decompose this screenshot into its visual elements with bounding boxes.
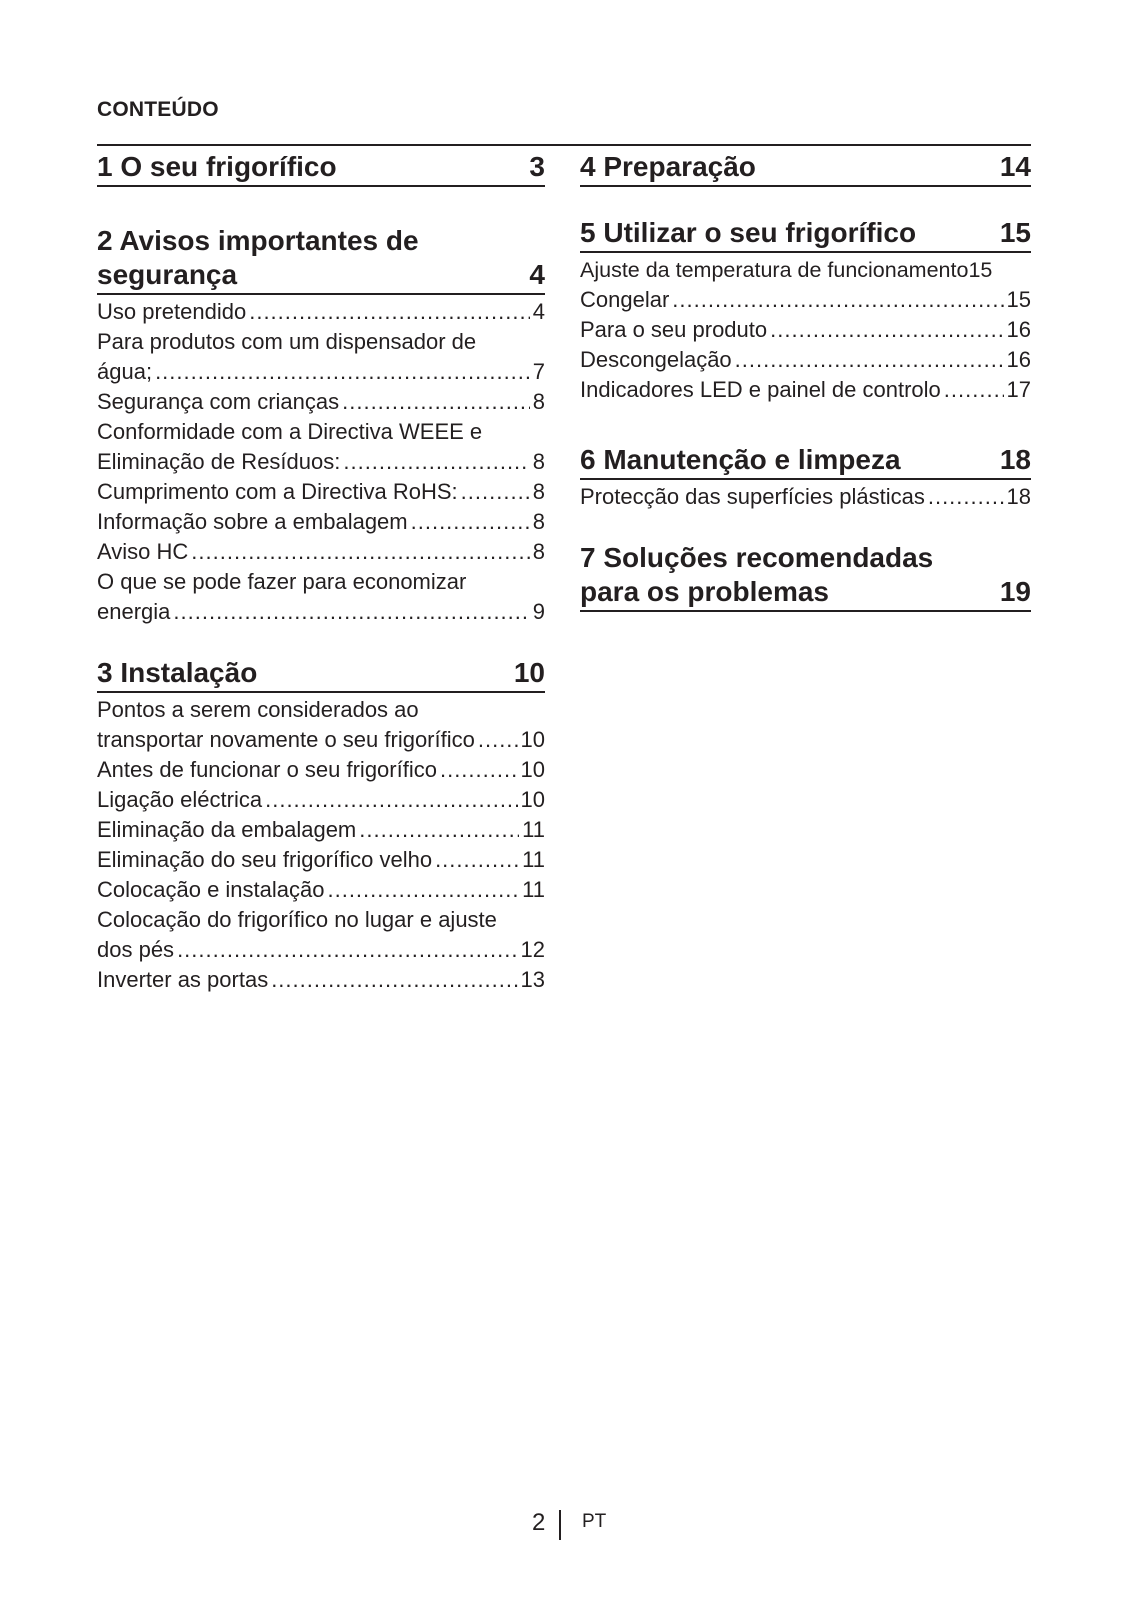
entry-page: 10 bbox=[520, 757, 545, 782]
entry-title: Indicadores LED e painel de controlo bbox=[580, 377, 941, 402]
entry-title: Colocação e instalação bbox=[97, 877, 325, 902]
section-page: 10 bbox=[513, 657, 545, 688]
entry-title: dos pés bbox=[97, 937, 175, 962]
entry-page: 8 bbox=[532, 539, 545, 564]
section-heading[interactable] bbox=[97, 656, 545, 693]
entry-list bbox=[580, 255, 1031, 405]
toc-entry[interactable] bbox=[97, 785, 545, 815]
entry-page: 7 bbox=[532, 359, 545, 384]
dot-leader bbox=[461, 477, 530, 507]
toc-section-6 bbox=[580, 443, 1031, 541]
section-heading[interactable] bbox=[580, 541, 1031, 612]
section-title: para os problemas bbox=[580, 576, 829, 607]
entry-title: Eliminação da embalagem bbox=[97, 817, 357, 842]
entry-title-line1: O que se pode fazer para economizar bbox=[97, 569, 467, 594]
section-title: 3 Instalação bbox=[97, 657, 258, 688]
entry-page: 13 bbox=[520, 967, 545, 992]
toc-entry[interactable] bbox=[97, 297, 545, 327]
entry-page: 4 bbox=[532, 299, 545, 324]
entry-list bbox=[97, 695, 545, 995]
section-heading[interactable] bbox=[580, 150, 1031, 187]
entry-page: 12 bbox=[520, 937, 545, 962]
dot-leader bbox=[440, 755, 518, 785]
entry-title: Ligação eléctrica bbox=[97, 787, 263, 812]
entry-page: 17 bbox=[1006, 377, 1031, 402]
section-page: 19 bbox=[999, 576, 1031, 607]
dot-leader bbox=[435, 845, 519, 875]
toc-right-column bbox=[580, 150, 1031, 612]
section-heading[interactable] bbox=[580, 443, 1031, 480]
toc-entry[interactable] bbox=[580, 375, 1031, 405]
dot-leader bbox=[265, 785, 517, 815]
section-title-line1: 7 Soluções recomendadas bbox=[580, 542, 934, 573]
entry-page: 10 bbox=[520, 727, 545, 752]
toc-section-1 bbox=[97, 150, 545, 224]
entry-list bbox=[97, 297, 545, 627]
dot-leader bbox=[359, 815, 519, 845]
toc-entry[interactable] bbox=[97, 815, 545, 845]
entry-title-line1: Conformidade com a Directiva WEEE e bbox=[97, 419, 483, 444]
dot-leader bbox=[342, 387, 530, 417]
dot-leader bbox=[478, 725, 518, 755]
entry-page: 16 bbox=[1006, 347, 1031, 372]
entry-page: 15 bbox=[1006, 287, 1031, 312]
toc-entry[interactable] bbox=[580, 345, 1031, 375]
dot-leader bbox=[928, 482, 1004, 512]
dot-leader bbox=[249, 297, 530, 327]
toc-entry[interactable] bbox=[580, 255, 1031, 285]
toc-entry[interactable] bbox=[580, 285, 1031, 315]
entry-title: Aviso HC bbox=[97, 539, 189, 564]
entry-page: 18 bbox=[1006, 484, 1031, 509]
dot-leader bbox=[944, 375, 1004, 405]
toc-section-7 bbox=[580, 541, 1031, 612]
entry-page: 9 bbox=[532, 599, 545, 624]
top-divider bbox=[97, 144, 1031, 146]
section-heading[interactable] bbox=[580, 216, 1031, 253]
entry-title: Segurança com crianças bbox=[97, 389, 340, 414]
entry-title: Congelar bbox=[580, 287, 670, 312]
dot-leader bbox=[411, 507, 530, 537]
section-title: 1 O seu frigorífico bbox=[97, 151, 337, 182]
language-code: PT bbox=[582, 1511, 607, 1532]
entry-title: Antes de funcionar o seu frigorífico bbox=[97, 757, 437, 782]
page-footer bbox=[0, 1509, 1128, 1549]
toc-section-4 bbox=[580, 150, 1031, 216]
entry-title-line1: Para produtos com um dispensador de bbox=[97, 329, 477, 354]
entry-title: Eliminação do seu frigorífico velho bbox=[97, 847, 433, 872]
dot-leader bbox=[343, 447, 529, 477]
entry-title: transportar novamente o seu frigorífico bbox=[97, 727, 475, 752]
entry-title: Protecção das superfícies plásticas bbox=[580, 484, 925, 509]
toc-entry[interactable] bbox=[580, 482, 1031, 512]
dot-leader bbox=[672, 285, 1003, 315]
toc-entry[interactable] bbox=[97, 357, 545, 387]
toc-section-2 bbox=[97, 224, 545, 656]
toc-entry[interactable] bbox=[97, 965, 545, 995]
entry-title: Uso pretendido bbox=[97, 299, 247, 324]
section-page: 3 bbox=[529, 151, 545, 182]
toc-entry[interactable] bbox=[97, 387, 545, 417]
entry-title: Ajuste da temperatura de funcionamento bbox=[580, 258, 969, 282]
toc-entry[interactable] bbox=[580, 315, 1031, 345]
entry-page: 8 bbox=[532, 389, 545, 414]
toc-entry[interactable] bbox=[97, 875, 545, 905]
dot-leader bbox=[327, 875, 519, 905]
entry-page: 11 bbox=[522, 817, 545, 842]
entry-title: Descongelação bbox=[580, 347, 732, 372]
toc-entry[interactable] bbox=[97, 935, 545, 965]
dot-leader bbox=[177, 935, 517, 965]
dot-leader bbox=[173, 597, 529, 627]
page-number: 2 bbox=[532, 1509, 546, 1536]
dot-leader bbox=[191, 537, 529, 567]
toc-entry[interactable] bbox=[97, 447, 545, 477]
dot-leader bbox=[770, 315, 1003, 345]
entry-page: 11 bbox=[522, 877, 545, 902]
entry-title: Eliminação de Resíduos: bbox=[97, 449, 341, 474]
entry-page: 8 bbox=[532, 449, 545, 474]
toc-entry[interactable] bbox=[97, 845, 545, 875]
toc-entry[interactable] bbox=[97, 507, 545, 537]
toc-left-column bbox=[97, 150, 545, 995]
section-title: 6 Manutenção e limpeza bbox=[580, 444, 901, 475]
entry-title: Inverter as portas bbox=[97, 967, 269, 992]
toc-entry[interactable] bbox=[97, 755, 545, 785]
section-heading[interactable] bbox=[97, 150, 545, 187]
section-page: 14 bbox=[999, 151, 1031, 182]
section-title-line1: 2 Avisos importantes de bbox=[97, 225, 419, 256]
toc-section-3 bbox=[97, 656, 545, 995]
section-title: 4 Preparação bbox=[580, 151, 756, 182]
footer-divider bbox=[559, 1510, 561, 1540]
entry-title: Informação sobre a embalagem bbox=[97, 509, 408, 534]
dot-leader bbox=[155, 357, 530, 387]
section-title: 5 Utilizar o seu frigorífico bbox=[580, 217, 917, 248]
section-page: 18 bbox=[999, 444, 1031, 475]
entry-page: 8 bbox=[532, 509, 545, 534]
entry-title: energia bbox=[97, 599, 171, 624]
toc-entry[interactable] bbox=[97, 537, 545, 567]
entry-title: Cumprimento com a Directiva RoHS: bbox=[97, 479, 458, 504]
toc-section-5 bbox=[580, 216, 1031, 443]
contents-heading: CONTEÚDO bbox=[97, 98, 219, 121]
entry-list bbox=[580, 482, 1031, 512]
toc-entry[interactable] bbox=[97, 477, 545, 507]
toc-entry[interactable] bbox=[97, 597, 545, 627]
dot-leader bbox=[735, 345, 1004, 375]
entry-page: 16 bbox=[1006, 317, 1031, 342]
entry-page: 15 bbox=[968, 258, 993, 282]
section-title: segurança bbox=[97, 259, 238, 290]
section-page: 15 bbox=[999, 217, 1031, 248]
dot-leader bbox=[271, 965, 517, 995]
entry-title-line1: Colocação do frigorífico no lugar e ajuste bbox=[97, 907, 497, 932]
section-page: 4 bbox=[529, 259, 545, 290]
section-heading[interactable] bbox=[97, 224, 545, 295]
entry-page: 8 bbox=[532, 479, 545, 504]
entry-page: 11 bbox=[522, 847, 545, 872]
toc-entry[interactable] bbox=[97, 725, 545, 755]
entry-title: água; bbox=[97, 359, 153, 384]
entry-page: 10 bbox=[520, 787, 545, 812]
entry-title-line1: Pontos a serem considerados ao bbox=[97, 697, 419, 722]
entry-title: Para o seu produto bbox=[580, 317, 768, 342]
